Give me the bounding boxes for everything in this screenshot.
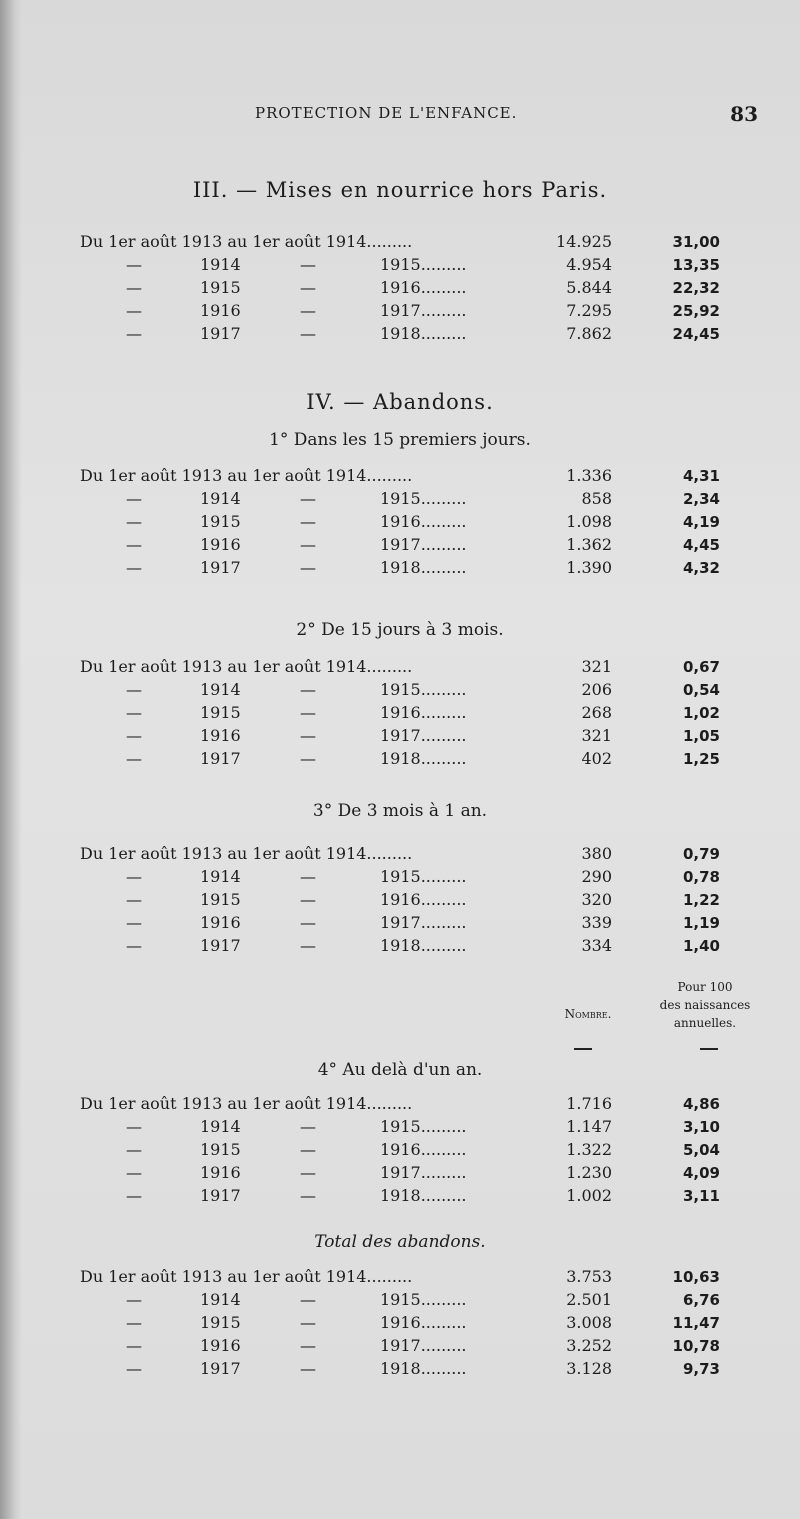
- ditto-dash: —: [126, 936, 142, 955]
- row-count: 321: [581, 726, 612, 745]
- table-row: [0, 465, 800, 487]
- row-rate: 0,67: [682, 658, 720, 676]
- table-row: [0, 277, 800, 299]
- ditto-dash: —: [126, 867, 142, 886]
- row-end-year: 1918.........: [380, 1359, 467, 1378]
- table-row: [0, 1185, 800, 1207]
- row-count: 268: [581, 703, 612, 722]
- ditto-dash: —: [126, 1313, 142, 1332]
- row-count: 1.362: [566, 535, 612, 554]
- row-count: 3.008: [566, 1313, 612, 1332]
- row-period: Du 1er août 1913 au 1er août 1914.........: [80, 466, 413, 485]
- ditto-dash: —: [300, 936, 316, 955]
- row-start-year: 1914: [200, 1290, 241, 1309]
- table-row: [0, 1335, 800, 1357]
- row-count: 206: [581, 680, 612, 699]
- row-end-year: 1915.........: [380, 680, 467, 699]
- row-end-year: 1917.........: [380, 1336, 467, 1355]
- row-start-year: 1914: [200, 1117, 241, 1136]
- table-row: [0, 231, 800, 253]
- section-title-mises-en-nourrice: III. — Mises en nourrice hors Paris.: [192, 178, 608, 202]
- running-head: [0, 104, 800, 128]
- row-end-year: 1916.........: [380, 890, 467, 909]
- column-rule-count: [574, 1048, 592, 1050]
- row-start-year: 1917: [200, 749, 241, 768]
- ditto-dash: —: [300, 680, 316, 699]
- row-rate: 1,19: [682, 914, 720, 932]
- row-count: 321: [581, 657, 612, 676]
- ditto-dash: —: [300, 1117, 316, 1136]
- row-start-year: 1914: [200, 867, 241, 886]
- row-start-year: 1917: [200, 1186, 241, 1205]
- table-row: [0, 300, 800, 322]
- running-title: PROTECTION DE L'ENFANCE.: [255, 104, 518, 122]
- row-rate: 1,02: [682, 704, 720, 722]
- ditto-dash: —: [126, 1163, 142, 1182]
- table-row: [0, 1312, 800, 1334]
- ditto-dash: —: [300, 913, 316, 932]
- row-rate: 1,25: [682, 750, 720, 768]
- ditto-dash: —: [300, 255, 316, 274]
- ditto-dash: —: [126, 1117, 142, 1136]
- row-count: 339: [581, 913, 612, 932]
- ditto-dash: —: [126, 1140, 142, 1159]
- ditto-dash: —: [300, 1313, 316, 1332]
- row-count: 320: [581, 890, 612, 909]
- row-end-year: 1915.........: [380, 1117, 467, 1136]
- table-row: [0, 702, 800, 724]
- ditto-dash: —: [126, 324, 142, 343]
- column-header-count-label: Nombre.: [564, 1007, 612, 1021]
- row-count: 1.230: [566, 1163, 612, 1182]
- row-rate: 1,22: [682, 891, 720, 909]
- row-rate: 3,10: [682, 1118, 720, 1136]
- ditto-dash: —: [126, 301, 142, 320]
- ditto-dash: —: [300, 1140, 316, 1159]
- row-start-year: 1915: [200, 278, 241, 297]
- column-header-rate: [640, 978, 770, 1032]
- row-count: 334: [581, 936, 612, 955]
- ditto-dash: —: [300, 512, 316, 531]
- row-end-year: 1917.........: [380, 1163, 467, 1182]
- row-count: 402: [581, 749, 612, 768]
- ditto-dash: —: [300, 867, 316, 886]
- ditto-dash: —: [126, 703, 142, 722]
- row-start-year: 1916: [200, 301, 241, 320]
- ditto-dash: —: [300, 749, 316, 768]
- row-rate: 31,00: [672, 233, 720, 251]
- row-rate: 4,86: [682, 1095, 720, 1113]
- row-rate: 0,78: [682, 868, 720, 886]
- row-start-year: 1917: [200, 324, 241, 343]
- table-row: [0, 843, 800, 865]
- ditto-dash: —: [126, 489, 142, 508]
- table-row: [0, 1289, 800, 1311]
- subtitle-group-1: 1° Dans les 15 premiers jours.: [269, 430, 531, 450]
- row-count: 3.753: [566, 1267, 612, 1286]
- table-row: [0, 1162, 800, 1184]
- table-row: [0, 725, 800, 747]
- ditto-dash: —: [126, 1359, 142, 1378]
- row-start-year: 1916: [200, 1336, 241, 1355]
- row-rate: 0,54: [682, 681, 720, 699]
- column-header-rate-line1: Pour 100: [677, 980, 733, 994]
- column-header-rate-line2: des naissances: [659, 998, 751, 1012]
- row-start-year: 1916: [200, 1163, 241, 1182]
- page-number: 83: [730, 102, 758, 126]
- row-end-year: 1916.........: [380, 1313, 467, 1332]
- row-period: Du 1er août 1913 au 1er août 1914.........: [80, 657, 413, 676]
- ditto-dash: —: [126, 890, 142, 909]
- table-row: [0, 511, 800, 533]
- row-rate: 4,45: [682, 536, 720, 554]
- row-start-year: 1915: [200, 1140, 241, 1159]
- ditto-dash: —: [300, 535, 316, 554]
- ditto-dash: —: [126, 558, 142, 577]
- ditto-dash: —: [126, 255, 142, 274]
- row-end-year: 1918.........: [380, 324, 467, 343]
- row-rate: 13,35: [672, 256, 720, 274]
- row-end-year: 1915.........: [380, 255, 467, 274]
- table-row: [0, 557, 800, 579]
- row-rate: 24,45: [672, 325, 720, 343]
- ditto-dash: —: [126, 512, 142, 531]
- row-count: 858: [581, 489, 612, 508]
- table-row: [0, 748, 800, 770]
- row-start-year: 1915: [200, 703, 241, 722]
- row-period: Du 1er août 1913 au 1er août 1914.........: [80, 232, 413, 251]
- row-end-year: 1915.........: [380, 867, 467, 886]
- row-rate: 11,47: [672, 1314, 720, 1332]
- row-end-year: 1918.........: [380, 558, 467, 577]
- row-end-year: 1916.........: [380, 512, 467, 531]
- table-row: [0, 1116, 800, 1138]
- row-start-year: 1916: [200, 535, 241, 554]
- ditto-dash: —: [300, 703, 316, 722]
- section-title-abandons: IV. — Abandons.: [306, 390, 494, 414]
- row-start-year: 1914: [200, 489, 241, 508]
- row-end-year: 1916.........: [380, 703, 467, 722]
- row-count: 2.501: [566, 1290, 612, 1309]
- ditto-dash: —: [300, 890, 316, 909]
- row-count: 1.002: [566, 1186, 612, 1205]
- row-rate: 10,78: [672, 1337, 720, 1355]
- row-start-year: 1917: [200, 1359, 241, 1378]
- row-count: 380: [581, 844, 612, 863]
- row-start-year: 1914: [200, 680, 241, 699]
- row-end-year: 1918.........: [380, 936, 467, 955]
- row-start-year: 1916: [200, 726, 241, 745]
- table-row: [0, 679, 800, 701]
- table-row: [0, 254, 800, 276]
- row-rate: 2,34: [682, 490, 720, 508]
- row-count: 1.098: [566, 512, 612, 531]
- row-rate: 6,76: [682, 1291, 720, 1309]
- column-header-count: [548, 1005, 628, 1023]
- ditto-dash: —: [300, 1359, 316, 1378]
- subtitle-group-3: 3° De 3 mois à 1 an.: [312, 801, 488, 821]
- row-rate: 5,04: [682, 1141, 720, 1159]
- table-row: [0, 1139, 800, 1161]
- row-count: 14.925: [556, 232, 612, 251]
- row-period: Du 1er août 1913 au 1er août 1914.........: [80, 1094, 413, 1113]
- row-end-year: 1917.........: [380, 301, 467, 320]
- row-start-year: 1915: [200, 512, 241, 531]
- row-rate: 1,05: [682, 727, 720, 745]
- row-rate: 0,79: [682, 845, 720, 863]
- row-count: 7.862: [566, 324, 612, 343]
- table-row: [0, 935, 800, 957]
- row-count: 1.390: [566, 558, 612, 577]
- row-rate: 4,32: [682, 559, 720, 577]
- row-end-year: 1915.........: [380, 489, 467, 508]
- row-start-year: 1915: [200, 890, 241, 909]
- row-start-year: 1917: [200, 558, 241, 577]
- row-period: Du 1er août 1913 au 1er août 1914.........: [80, 1267, 413, 1286]
- row-rate: 4,19: [682, 513, 720, 531]
- row-start-year: 1917: [200, 936, 241, 955]
- row-end-year: 1917.........: [380, 726, 467, 745]
- ditto-dash: —: [126, 535, 142, 554]
- table-row: [0, 889, 800, 911]
- row-count: 290: [581, 867, 612, 886]
- row-rate: 1,40: [682, 937, 720, 955]
- subtitle-total: Total des abandons.: [314, 1232, 486, 1252]
- column-rule-rate: [700, 1048, 718, 1050]
- table-row: [0, 866, 800, 888]
- row-end-year: 1917.........: [380, 913, 467, 932]
- row-period: Du 1er août 1913 au 1er août 1914.........: [80, 844, 413, 863]
- row-count: 1.716: [566, 1094, 612, 1113]
- ditto-dash: —: [300, 324, 316, 343]
- row-rate: 25,92: [672, 302, 720, 320]
- ditto-dash: —: [300, 726, 316, 745]
- row-end-year: 1918.........: [380, 749, 467, 768]
- ditto-dash: —: [126, 1290, 142, 1309]
- row-start-year: 1914: [200, 255, 241, 274]
- table-row: [0, 488, 800, 510]
- subtitle-group-4: 4° Au delà d'un an.: [317, 1060, 483, 1080]
- ditto-dash: —: [300, 489, 316, 508]
- ditto-dash: —: [126, 1186, 142, 1205]
- row-count: 3.128: [566, 1359, 612, 1378]
- table-row: [0, 912, 800, 934]
- ditto-dash: —: [300, 1186, 316, 1205]
- row-end-year: 1916.........: [380, 278, 467, 297]
- ditto-dash: —: [126, 278, 142, 297]
- ditto-dash: —: [300, 1163, 316, 1182]
- table-row: [0, 1358, 800, 1380]
- row-end-year: 1916.........: [380, 1140, 467, 1159]
- ditto-dash: —: [300, 301, 316, 320]
- table-row: [0, 1266, 800, 1288]
- row-count: 1.322: [566, 1140, 612, 1159]
- table-row: [0, 323, 800, 345]
- subtitle-group-2: 2° De 15 jours à 3 mois.: [296, 620, 504, 640]
- ditto-dash: —: [300, 278, 316, 297]
- row-rate: 4,31: [682, 467, 720, 485]
- column-header-rate-line3: annuelles.: [673, 1016, 737, 1030]
- ditto-dash: —: [300, 1336, 316, 1355]
- ditto-dash: —: [126, 680, 142, 699]
- ditto-dash: —: [126, 726, 142, 745]
- ditto-dash: —: [300, 558, 316, 577]
- row-count: 7.295: [566, 301, 612, 320]
- row-rate: 9,73: [682, 1360, 720, 1378]
- ditto-dash: —: [126, 749, 142, 768]
- row-rate: 4,09: [682, 1164, 720, 1182]
- row-count: 4.954: [566, 255, 612, 274]
- ditto-dash: —: [300, 1290, 316, 1309]
- table-row: [0, 534, 800, 556]
- table-row: [0, 1093, 800, 1115]
- row-end-year: 1915.........: [380, 1290, 467, 1309]
- row-end-year: 1918.........: [380, 1186, 467, 1205]
- row-count: 3.252: [566, 1336, 612, 1355]
- row-rate: 10,63: [672, 1268, 720, 1286]
- ditto-dash: —: [126, 913, 142, 932]
- row-count: 5.844: [566, 278, 612, 297]
- row-end-year: 1917.........: [380, 535, 467, 554]
- row-count: 1.336: [566, 466, 612, 485]
- row-rate: 3,11: [682, 1187, 720, 1205]
- row-count: 1.147: [566, 1117, 612, 1136]
- ditto-dash: —: [126, 1336, 142, 1355]
- row-start-year: 1916: [200, 913, 241, 932]
- table-row: [0, 656, 800, 678]
- row-start-year: 1915: [200, 1313, 241, 1332]
- row-rate: 22,32: [672, 279, 720, 297]
